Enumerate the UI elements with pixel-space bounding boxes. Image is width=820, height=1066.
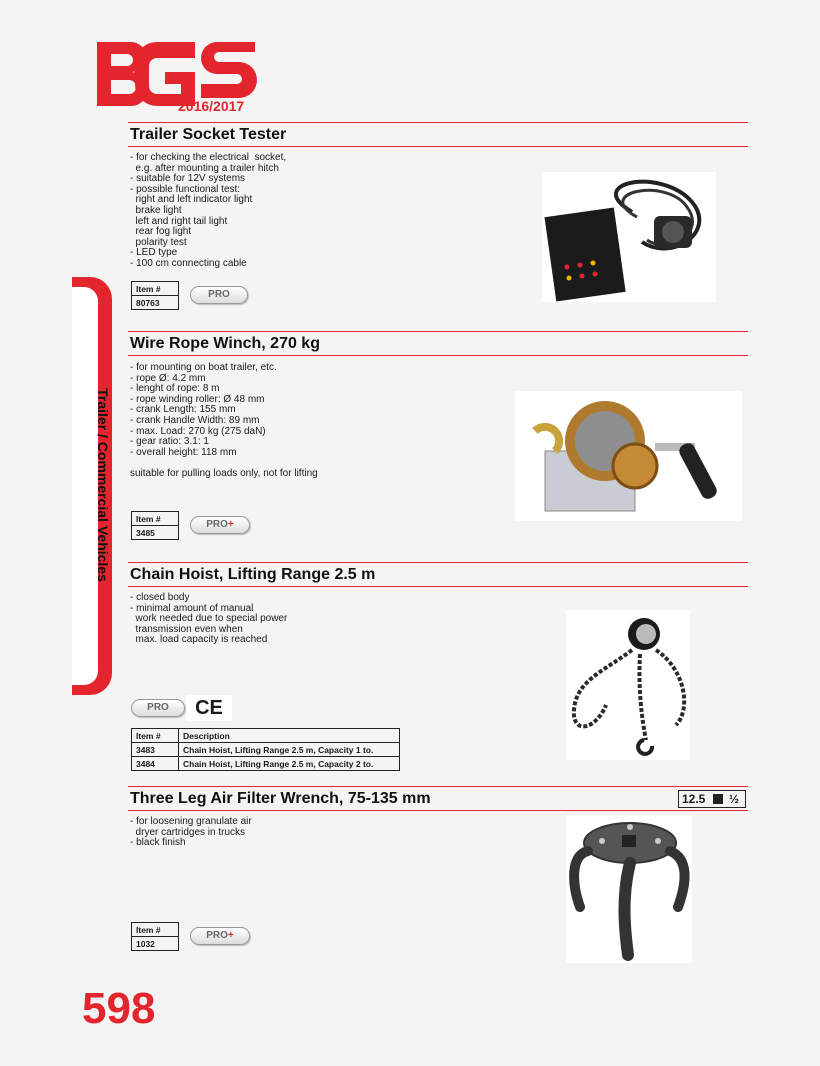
- pro-badge: PRO: [131, 699, 185, 717]
- item-number: 80763: [132, 296, 179, 310]
- product-title: Three Leg Air Filter Wrench, 75-135 mm: [130, 790, 431, 807]
- item-number: 1032: [132, 937, 179, 951]
- title-rule-top: [128, 331, 748, 332]
- product-features: - closed body - minimal amount of manual work needed due to special power transmission even when max. load capacity is reached: [130, 592, 288, 646]
- table-row: [132, 757, 400, 771]
- table-cell: 3483: [132, 743, 179, 757]
- table-header: Description: [179, 729, 400, 743]
- title-rule-bottom: [128, 146, 748, 147]
- product-table: [131, 728, 400, 771]
- ce-mark: CE: [186, 695, 232, 721]
- table-header-row: [132, 729, 400, 743]
- pro-plus-badge: PRO+: [190, 516, 250, 534]
- item-number-table: [131, 281, 179, 310]
- pro-badge: PRO: [190, 286, 248, 304]
- item-number: 3485: [132, 526, 179, 540]
- product-title: Wire Rope Winch, 270 kg: [130, 335, 320, 352]
- trailer-socket-tester-photo: [542, 172, 716, 302]
- side-tab-label: Trailer / Commercial Vehicles: [95, 388, 111, 582]
- title-rule-top: [128, 786, 748, 787]
- item-header: Item #: [132, 923, 179, 937]
- table-row: [132, 743, 400, 757]
- table-cell: Chain Hoist, Lifting Range 2.5 m, Capacity 2 to.: [179, 757, 400, 771]
- air-filter-wrench-photo: [566, 815, 692, 963]
- product-features: - for checking the electrical socket, e.g. after mounting a trailer hitch - suitable for 12V systems - possible functional test: right and left indicator light brake light left and right tail light rear fog light polarity test - LED type - 100 cm connecting cable: [130, 152, 287, 269]
- item-header: Item #: [132, 512, 179, 526]
- product-features: - for loosening granulate air dryer cartridges in trucks - black finish: [130, 816, 252, 849]
- table-cell: 3484: [132, 757, 179, 771]
- product-title: Trailer Socket Tester: [130, 126, 287, 143]
- table-header: Item #: [132, 729, 179, 743]
- wire-rope-winch-photo: [515, 391, 742, 521]
- catalog-year: 2016/2017: [178, 98, 245, 114]
- item-number-table: [131, 922, 179, 951]
- pro-plus-badge: PRO+: [190, 927, 250, 945]
- title-rule-bottom: [128, 810, 748, 811]
- chain-hoist-photo: [566, 610, 690, 760]
- table-cell: Chain Hoist, Lifting Range 2.5 m, Capacity 1 to.: [179, 743, 400, 757]
- title-rule-top: [128, 122, 748, 123]
- product-features: - for mounting on boat trailer, etc. - rope Ø: 4.2 mm - lenght of rope: 8 m - rope winding roller: Ø 48 mm - crank Length: 155 mm - crank Handle Width: 89 mm - max. Load: 270 kg (275 daN) - gear ratio: 3.1: 1 - overall height: 118 mm suitable for pulling loads only, not for lifting: [130, 362, 318, 479]
- item-header: Item #: [132, 282, 179, 296]
- product-title: Chain Hoist, Lifting Range 2.5 m: [130, 566, 376, 583]
- page-number: 598: [82, 984, 156, 1033]
- item-number-table: [131, 511, 179, 540]
- title-rule-bottom: [128, 355, 748, 356]
- title-rule-top: [128, 562, 748, 563]
- drive-size-icon: 12.5 ½: [678, 790, 746, 808]
- title-rule-bottom: [128, 586, 748, 587]
